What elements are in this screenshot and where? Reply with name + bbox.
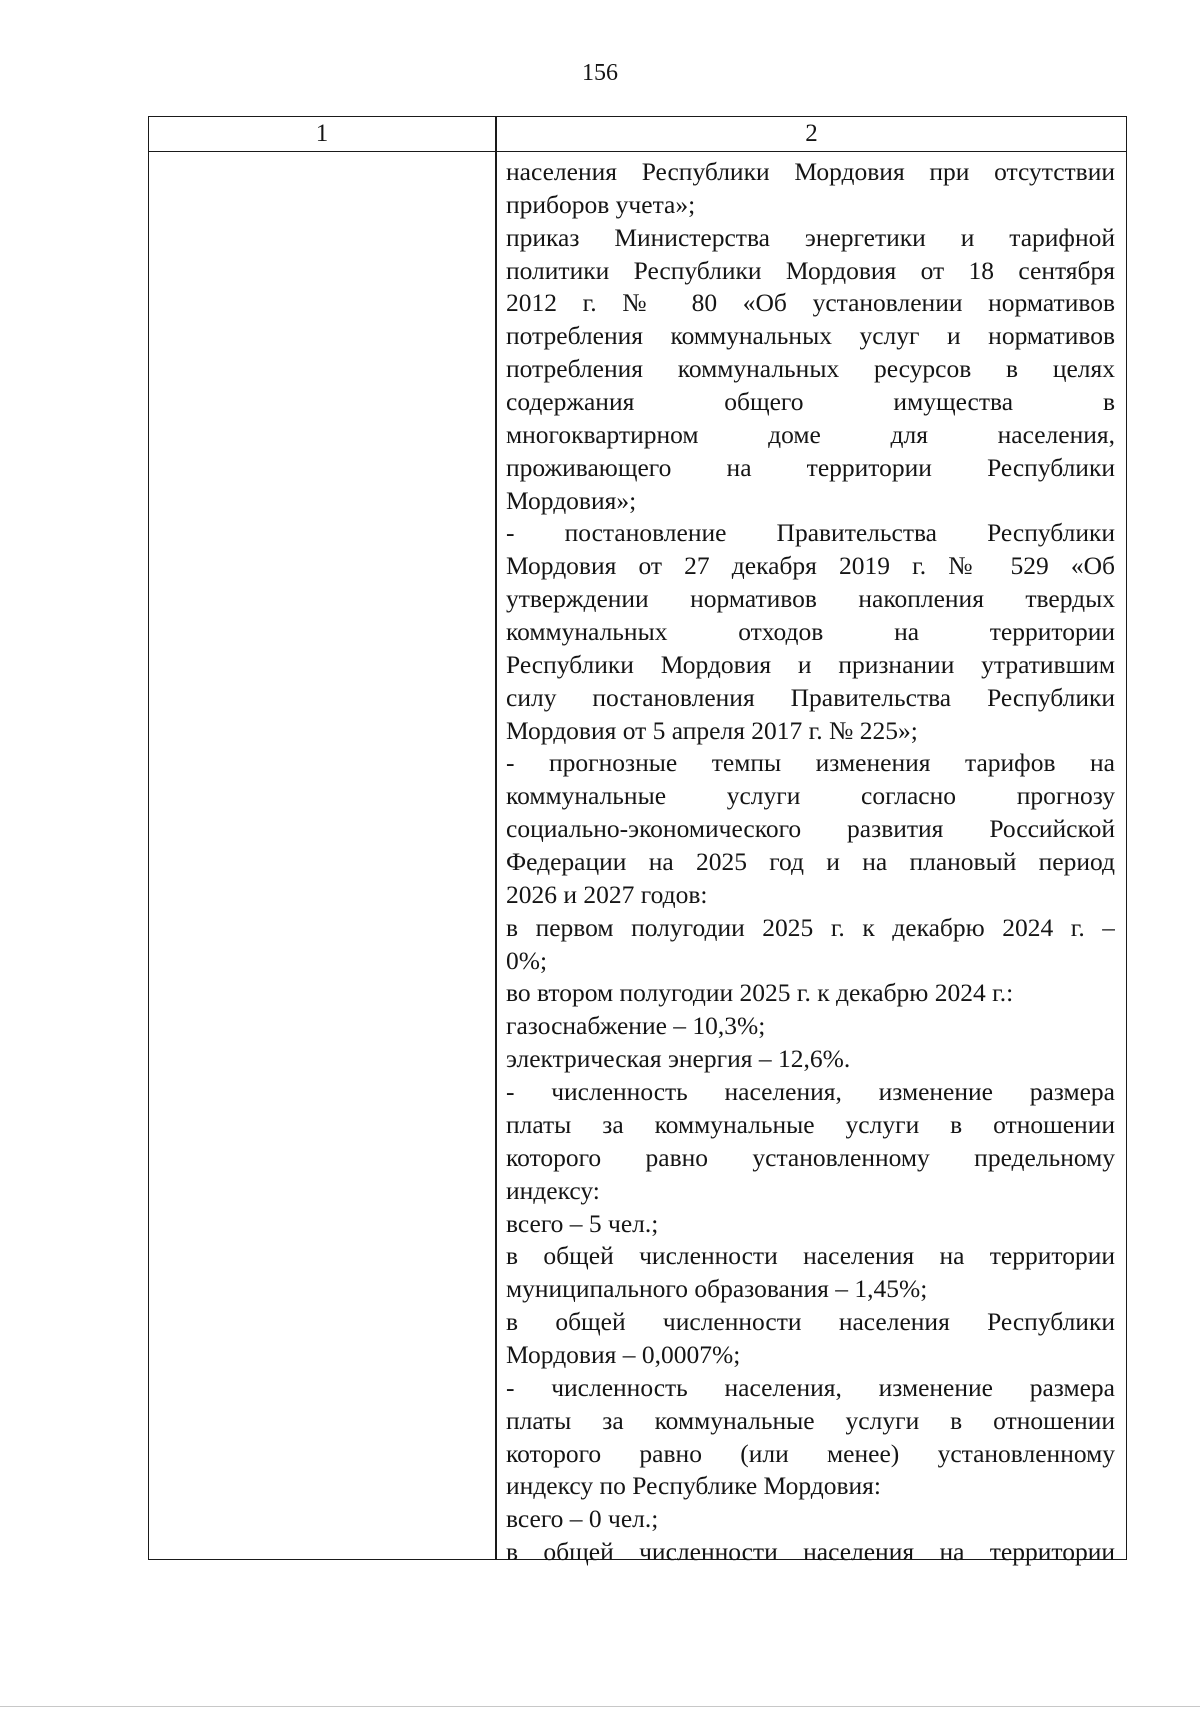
table-cell-col2-content bbox=[506, 156, 1115, 1569]
text-line: платы за коммунальные услуги в отношении bbox=[506, 1109, 1115, 1139]
text-line: политики Республики Мордовия от 18 сентября bbox=[506, 255, 1115, 285]
text-line: электрическая энергия – 12,6%. bbox=[506, 1044, 851, 1074]
text-line: приказ Министерства энергетики и тарифной bbox=[506, 222, 1115, 252]
text-line: в первом полугодии 2025 г. к декабрю 2024 г. – bbox=[506, 912, 1115, 942]
scan-bottom-edge bbox=[0, 1706, 1200, 1707]
text-line: Мордовия – 0,0007%; bbox=[506, 1339, 741, 1369]
text-line: газоснабжение – 10,3%; bbox=[506, 1011, 766, 1041]
text-line: всего – 0 чел.; bbox=[506, 1504, 659, 1534]
text-line: силу постановления Правительства Республики bbox=[506, 682, 1115, 712]
text-line: Мордовия от 5 апреля 2017 г. № 225»; bbox=[506, 715, 918, 745]
text-line: населения Республики Мордовия при отсутствии bbox=[506, 157, 1115, 186]
table-header-row bbox=[149, 117, 1126, 152]
text-line: многоквартирном доме для населения, bbox=[506, 419, 1115, 449]
text-line: проживающего на территории Республики bbox=[506, 452, 1115, 482]
text-line: индексу по Республике Мордовия: bbox=[506, 1471, 881, 1501]
text-line: во втором полугодии 2025 г. к декабрю 2024 г.: bbox=[506, 978, 1014, 1008]
text-line: индексу: bbox=[506, 1175, 600, 1205]
text-line: потребления коммунальных услуг и нормативов bbox=[506, 321, 1115, 351]
text-line: платы за коммунальные услуги в отношении bbox=[506, 1405, 1115, 1435]
text-line: 0%; bbox=[506, 945, 548, 975]
text-line: - постановление Правительства Республики bbox=[506, 518, 1115, 548]
text-line: Мордовия»; bbox=[506, 485, 637, 515]
text-line: которого равно установленному предельному bbox=[506, 1142, 1115, 1172]
text-line: утверждении нормативов накопления твердых bbox=[506, 584, 1115, 614]
document-table bbox=[148, 116, 1127, 1567]
text-line: в общей численности населения Республики bbox=[506, 1307, 1115, 1337]
text-line: - численность населения, изменение размера bbox=[506, 1372, 1115, 1402]
text-line: 2026 и 2027 годов: bbox=[506, 879, 708, 909]
text-line: Федерации на 2025 год и на плановый период bbox=[506, 847, 1115, 877]
text-line: муниципального образования – 1,45%; bbox=[506, 1274, 928, 1304]
text-line: - численность населения, изменение размера bbox=[506, 1077, 1115, 1107]
text-line: всего – 5 чел.; bbox=[506, 1208, 659, 1238]
text-line: коммунальных отходов на территории bbox=[506, 617, 1115, 647]
column-divider bbox=[495, 117, 497, 1559]
page-number: 156 bbox=[582, 60, 618, 86]
text-line: приборов учета»; bbox=[506, 189, 696, 219]
text-line: - прогнозные темпы изменения тарифов на bbox=[506, 748, 1115, 778]
text-line: в общей численности населения на территории bbox=[506, 1241, 1115, 1271]
text-line: которого равно (или менее) установленному bbox=[506, 1438, 1115, 1468]
text-line: коммунальные услуги согласно прогнозу bbox=[506, 781, 1115, 811]
text-line: социально-экономического развития Российской bbox=[506, 814, 1115, 844]
header-cell-col2: 2 bbox=[805, 120, 818, 147]
text-line: 2012 г. № 80 «Об установлении нормативов bbox=[506, 288, 1115, 318]
text-line: Мордовия от 27 декабря 2019 г. № 529 «Об bbox=[506, 551, 1115, 581]
text-line: потребления коммунальных ресурсов в целях bbox=[506, 354, 1115, 384]
text-line: содержания общего имущества в bbox=[506, 387, 1115, 417]
text-line: Республики Мордовия и признании утратившим bbox=[506, 649, 1115, 679]
text-line: в общей численности населения на территории bbox=[506, 1537, 1115, 1567]
header-cell-col1: 1 bbox=[315, 120, 329, 147]
